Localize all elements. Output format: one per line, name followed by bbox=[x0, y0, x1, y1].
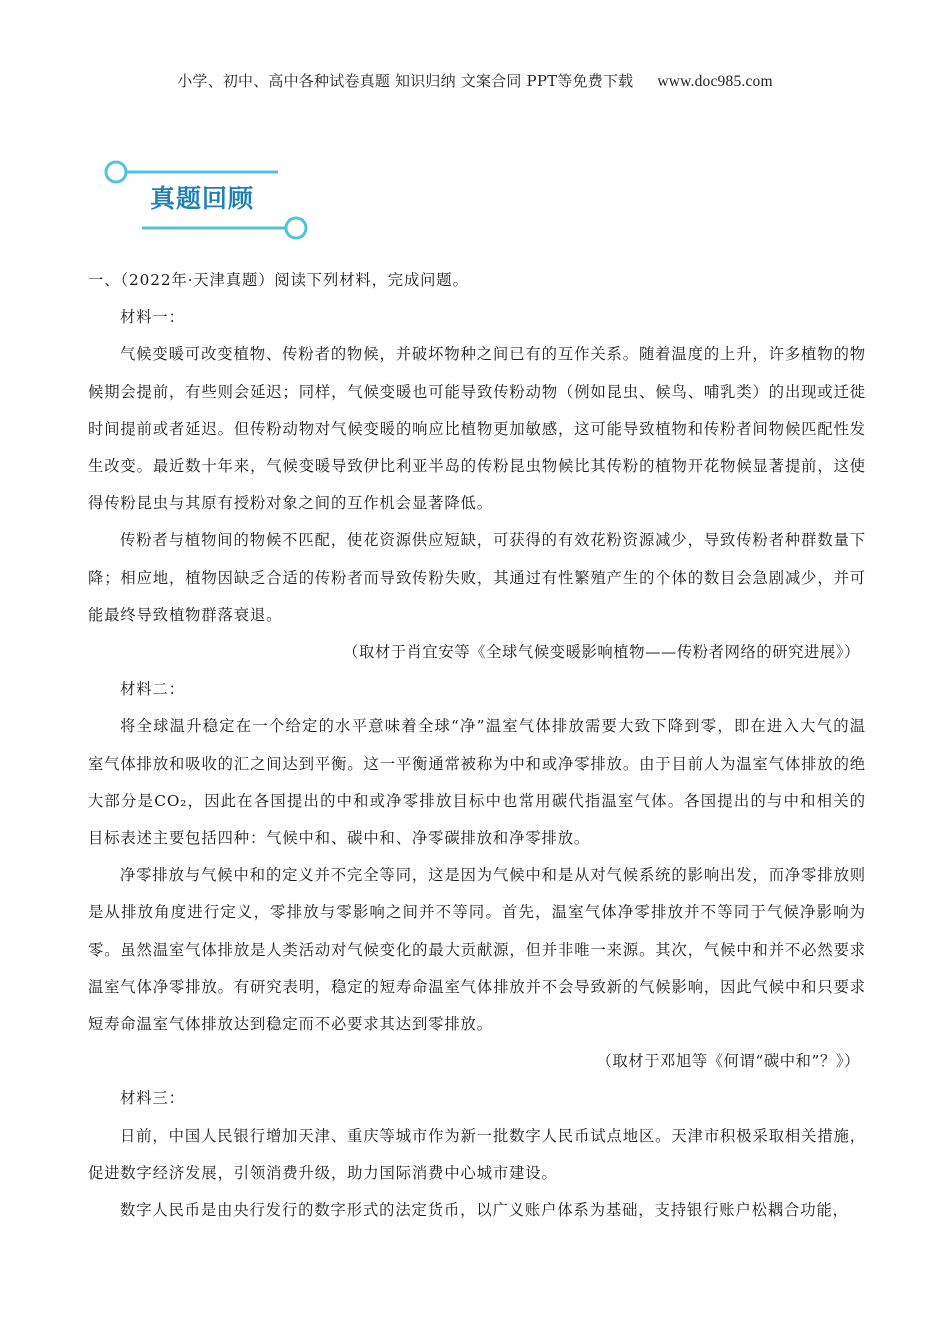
material-paragraph: 净零排放与气候中和的定义并不完全等同，这是因为气候中和是从对气候系统的影响出发，而净零排放则是从排放角度进行定义，零排放与零影响之间并不等同。首先，温室气体净零排放并不等同于气候净影响为零。虽然温室气体排放是人类活动对气候变化的最大贡献源，但并非唯一来源。其次，气候中和并不必然要求温室气体净零排放。有研究表明，稳定的短寿命温室气体排放并不会导致新的气候影响，因此气候中和只要求短寿命温室气体排放达到稳定而不必要求其达到零排放。 bbox=[88, 866, 866, 1034]
material-label: 材料二： bbox=[120, 680, 185, 699]
material-paragraph: 传粉者与植物间的物候不匹配，使花资源供应短缺，可获得的有效花粉资源减少，导致传粉者种群数量下降；相应地，植物因缺乏合适的传粉者而导致传粉失败，其通过有性繁殖产生的个体的数目会急剧减少，并可能最终导致植物群落衰退。 bbox=[88, 531, 866, 624]
header-site: www.doc985.com bbox=[657, 73, 773, 90]
question-title: 一、（2022年·天津真题）阅读下列材料，完成问题。 bbox=[88, 271, 469, 289]
page-header bbox=[0, 70, 950, 91]
material-label: 材料一： bbox=[120, 308, 185, 327]
material-paragraph: 数字人民币是由央行发行的数字形式的法定货币，以广义账户体系为基础，支持银行账户松耦合功能， bbox=[120, 1201, 849, 1220]
material-source: （取材于肖宜安等《全球气候变暖影响植物——传粉者网络的研究进展》） bbox=[343, 643, 860, 662]
banner-title: 真题回顾 bbox=[150, 184, 255, 213]
document-body bbox=[88, 262, 866, 1229]
material-label: 材料三： bbox=[120, 1089, 185, 1108]
material-paragraph: 气候变暖可改变植物、传粉者的物候，并破坏物种之间已有的互作关系。随着温度的上升，许多植物的物候期会提前，有些则会延迟；同样，气候变暖也可能导致传粉动物（例如昆虫、候鸟、哺乳类）的出现或迁徙时间提前或者延迟。但传粉动物对气候变暖的响应比植物更加敏感，这可能导致植物和传粉者间物候匹配性发生改变。最近数十年来，气候变暖导致伊比利亚半岛的传粉昆虫物候比其传粉的植物开花物候显著提前，这使得传粉昆虫与其原有授粉对象之间的互作机会显著降低。 bbox=[88, 345, 866, 513]
section-banner bbox=[100, 150, 315, 245]
material-paragraph: 日前，中国人民银行增加天津、重庆等城市作为新一批数字人民币试点地区。天津市积极采取相关措施，促进数字经济发展，引领消费升级，助力国际消费中心城市建设。 bbox=[88, 1126, 866, 1182]
material-source: （取材于邓旭等《何谓“碳中和”？》） bbox=[596, 1052, 860, 1071]
header-text: 小学、初中、高中各种试卷真题 知识归纳 文案合同 PPT等免费下载 bbox=[177, 72, 634, 90]
material-paragraph: 将全球温升稳定在一个给定的水平意味着全球“净”温室气体排放需要大致下降到零，即在进入大气的温室气体排放和吸收的汇之间达到平衡。这一平衡通常被称为中和或净零排放。由于目前人为温室气体排放的绝大部分是CO₂，因此在各国提出的中和或净零排放目标中也常用碳代指温室气体。各国提出的与中和相关的目标表述主要包括四种：气候中和、碳中和、净零碳排放和净零排放。 bbox=[88, 717, 866, 848]
